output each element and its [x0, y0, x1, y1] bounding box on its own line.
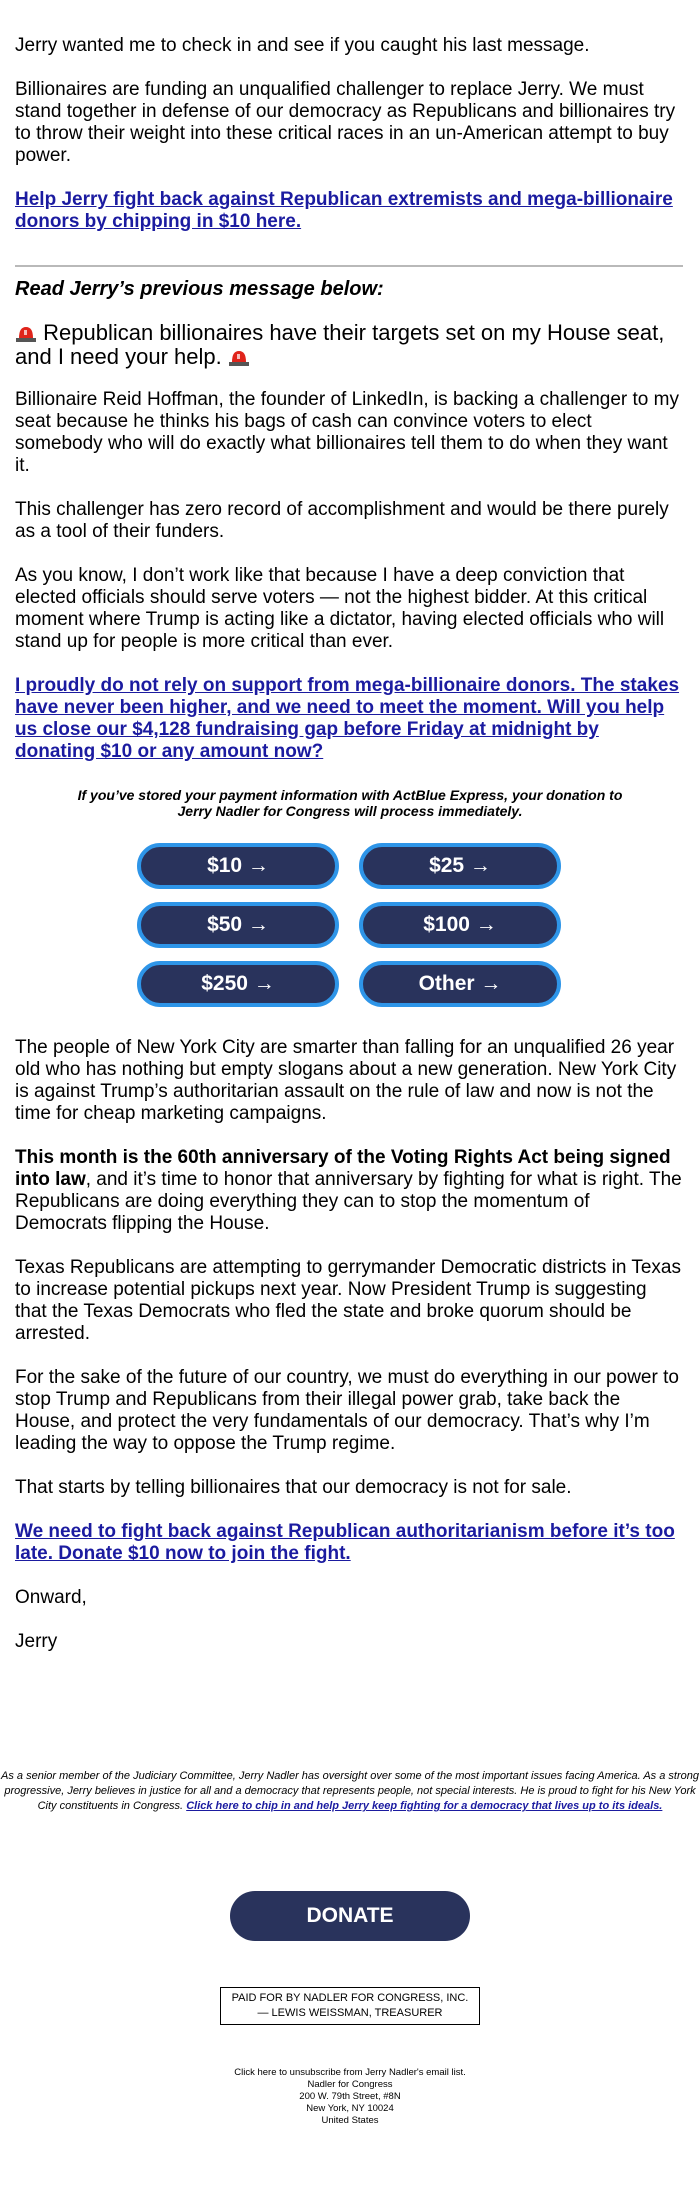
- address-street: 200 W. 79th Street, #8N: [299, 2091, 401, 2102]
- address-country: United States: [321, 2115, 379, 2126]
- alert-headline: [15, 321, 683, 369]
- siren-icon: [228, 347, 250, 365]
- footer-bio: [0, 1769, 700, 1814]
- address-name: Nadler for Congress: [307, 2079, 393, 2090]
- paid-for-box: [220, 1987, 480, 2025]
- texas-paragraph: Texas Republicans are attempting to gerrymander Democratic districts in Texas to increase potential pickups next year. Now President Trump is suggesting that the Texas Democrats who fled the state and broke quorum should be arrested.: [15, 1257, 681, 1344]
- future-paragraph: For the sake of the future of our country, we must do everything in our power to stop Trump and Republicans from their illegal power grab, take back the House, and protect the very fundamentals of our democracy. That’s why I’m leading the way to oppose the Trump regime.: [15, 1367, 679, 1454]
- fundraising-gap-link[interactable]: I proudly do not rely on support from mega-billionaire donors. The stakes have never been higher, and we need to meet the moment. Will you help us close our $4,128 fundraising gap before Friday at midnight by donating $10 or any amount now?: [15, 675, 680, 762]
- donate-250-button[interactable]: $250 →: [137, 961, 339, 1007]
- signature: Jerry: [15, 1631, 58, 1652]
- unsubscribe-link[interactable]: Click here to unsubscribe from Jerry Nadler's email list.: [234, 2067, 466, 2078]
- nyc-paragraph: The people of New York City are smarter than falling for an unqualified 26 year old who has nothing but empty slogans about a new generation. New York City is against Trump’s authoritarian assault on the rule of law and now is not the time for cheap marketing campaigns.: [15, 1037, 677, 1124]
- paid-for-line-1: PAID FOR BY NADLER FOR CONGRESS, INC.: [231, 1992, 469, 2004]
- starts-paragraph: That starts by telling billionaires that our democracy is not for sale.: [15, 1477, 572, 1498]
- vra-rest-text: , and it’s time to honor that anniversary by fighting for what is right. The Republicans are doing everything they can to stop the momentum of Democrats flipping the House.: [15, 1169, 682, 1234]
- challenger-paragraph: This challenger has zero record of accomplishment and would be there purely as a tool of their funders.: [15, 499, 669, 542]
- donate-10-button[interactable]: $10 →: [137, 843, 339, 889]
- billionaires-paragraph: Billionaires are funding an unqualified challenger to replace Jerry. We must stand together in defense of our democracy as Republicans and billionaires try to throw their weight into these critical races in an un-American attempt to buy power.: [15, 79, 676, 166]
- siren-icon: [15, 323, 37, 341]
- donate-button[interactable]: DONATE: [230, 1891, 470, 1941]
- previous-message-heading: Read Jerry’s previous message below:: [15, 278, 384, 300]
- divider: [15, 265, 683, 267]
- alert-text: Republican billionaires have their targets set on my House seat, and I need your help.: [15, 320, 665, 369]
- address-city: New York, NY 10024: [306, 2103, 394, 2114]
- fight-back-link[interactable]: We need to fight back against Republican authoritarianism before it’s too late. Donate $10 now to join the fight.: [15, 1521, 675, 1564]
- paid-for-line-2: — LEWIS WEISSMAN, TREASURER: [257, 2007, 443, 2019]
- donate-100-button[interactable]: $100 →: [359, 902, 561, 948]
- hoffman-paragraph: Billionaire Reid Hoffman, the founder of LinkedIn, is backing a challenger to my seat because he thinks his bags of cash can convince voters to elect somebody who will do exactly what billionaires tell them to do when they want it.: [15, 389, 679, 476]
- chip-in-10-link[interactable]: Help Jerry fight back against Republican extremists and mega-billionaire donors by chipping in $10 here.: [15, 189, 673, 232]
- footer-address: [0, 2067, 700, 2127]
- intro-text: Jerry wanted me to check in and see if you caught his last message.: [15, 35, 590, 56]
- vra-paragraph: [15, 1147, 683, 1235]
- vra-bold-text: This month is the 60th anniversary of the Voting Rights Act being signed into law: [15, 1147, 671, 1190]
- donate-50-button[interactable]: $50 →: [137, 902, 339, 948]
- signoff: Onward,: [15, 1587, 87, 1608]
- actblue-notice: If you’ve stored your payment information with ActBlue Express, your donation to Jerry Nadler for Congress will process immediately.: [77, 787, 623, 819]
- footer-bio-text: As a senior member of the Judiciary Committee, Jerry Nadler has oversight over some of the most important issues facing America. As a strong progressive, Jerry believes in justice for all and a democracy that represents people, not special interests. He is proud to fight for his New York City constituents in Congress.: [1, 1770, 699, 1812]
- conviction-paragraph: As you know, I don’t work like that because I have a deep conviction that elected officials should serve voters — not the highest bidder. At this critical moment where Trump is acting like a dictator, having elected officials who will stand up for people is more critical than ever.: [15, 565, 665, 652]
- donate-other-button[interactable]: Other →: [359, 961, 561, 1007]
- donate-25-button[interactable]: $25 →: [359, 843, 561, 889]
- footer-chip-in-link[interactable]: Click here to chip in and help Jerry keep fighting for a democracy that lives up to its ideals.: [186, 1800, 663, 1812]
